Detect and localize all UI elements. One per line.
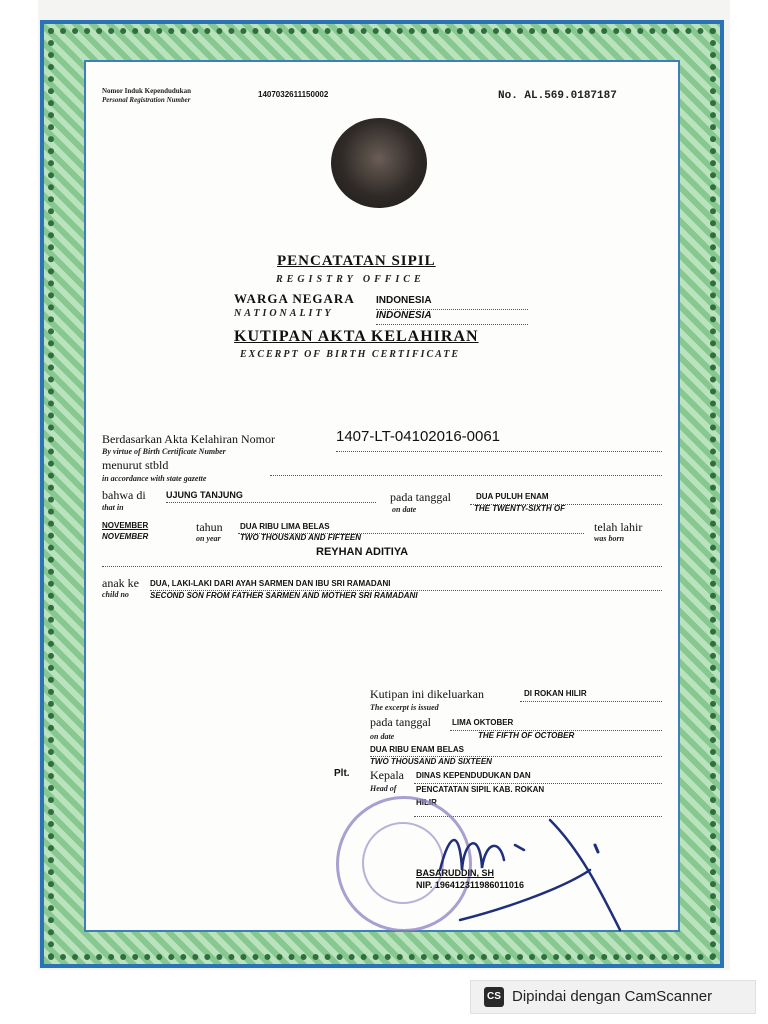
nationality-label: NATIONALITY (234, 308, 334, 319)
plt-label: Plt. (334, 768, 350, 779)
dotted-line (336, 451, 662, 452)
nik-label-id: Nomor Induk Kependudukan (102, 87, 191, 95)
dotted-line (450, 730, 662, 731)
official-nip: NIP. 196412311986011016 (416, 880, 524, 890)
born-label: telah lahir (594, 520, 643, 534)
dotted-line (270, 475, 662, 476)
birth-year-value: DUA RIBU LIMA BELAS (240, 522, 330, 531)
nik-value: 1407032611150002 (258, 90, 329, 99)
dotted-line (150, 590, 662, 591)
date-label-en: on date (392, 505, 417, 514)
issued-label: Kutipan ini dikeluarkan (370, 687, 484, 701)
citizenship-label: WARGA NEGARA (234, 291, 355, 306)
child-order-label-en: child no (102, 590, 129, 599)
dotted-line (520, 701, 662, 702)
birth-year-value-en: TWO THOUSAND AND FIFTEEN (240, 533, 362, 542)
issue-date-value-en: THE FIFTH OF OCTOBER (478, 731, 575, 740)
dotted-line (166, 502, 376, 503)
child-order-value: DUA, LAKI-LAKI DARI AYAH SARMEN DAN IBU SRI RAMADANI (150, 579, 391, 588)
child-order-label: anak ke (102, 576, 139, 590)
based-on-label: Berdasarkan Akta Kelahiran Nomor (102, 432, 275, 446)
dotted-line (238, 533, 584, 534)
child-order-value-en: SECOND SON FROM FATHER SARMEN AND MOTHER SRI RAMADANI (150, 591, 418, 600)
dotted-line (102, 566, 662, 567)
stbld-label-en: in accordance with state gazette (102, 474, 207, 483)
nationality-value: INDONESIA (376, 310, 432, 321)
garuda-emblem-icon (331, 118, 427, 208)
issue-year-value-en: TWO THOUSAND AND SIXTEEN (370, 757, 492, 766)
issue-date-label: pada tanggal (370, 715, 431, 729)
registry-title: PENCATATAN SIPIL (277, 253, 436, 269)
document-title: KUTIPAN AKTA KELAHIRAN (234, 328, 479, 345)
year-label: tahun (196, 520, 223, 534)
born-label-en: was born (594, 534, 625, 543)
based-on-label-en: By virtue of Birth Certificate Number (102, 447, 226, 456)
head-office-value-end: HILIR (416, 798, 437, 807)
birth-date-value: DUA PULUH ENAM (476, 492, 549, 501)
head-office-value: DINAS KEPENDUDUKAN DAN (416, 771, 531, 780)
issued-label-en: The excerpt is issued (370, 703, 439, 712)
dotted-line (414, 783, 662, 784)
dotted-line (470, 504, 662, 505)
child-name: REYHAN ADITIYA (316, 546, 409, 558)
issue-date-label-en: on date (370, 732, 395, 741)
stbld-label: menurut stbld (102, 458, 169, 472)
citizenship-value: INDONESIA (376, 295, 432, 306)
issued-place: DI ROKAN HILIR (524, 689, 587, 698)
certificate-number: No. AL.569.0187187 (498, 90, 617, 102)
registry-title-en: REGISTRY OFFICE (276, 274, 425, 285)
birth-month-value-en: NOVEMBER (102, 532, 149, 541)
official-name: BASARUDDIN, SH (416, 868, 495, 878)
dotted-line (376, 309, 528, 310)
document-title-en: EXCERPT OF BIRTH CERTIFICATE (240, 349, 461, 360)
dotted-line (376, 324, 528, 325)
head-office-value-cont: PENCATATAN SIPIL KAB. ROKAN (416, 785, 545, 794)
handwritten-signature (420, 800, 640, 940)
issue-date-value: LIMA OKTOBER (452, 718, 514, 727)
dotted-line (370, 756, 662, 757)
year-label-en: on year (196, 534, 221, 543)
place-label: bahwa di (102, 488, 146, 502)
head-label: Kepala (370, 768, 404, 782)
date-label: pada tanggal (390, 490, 451, 504)
birth-month-value: NOVEMBER (102, 521, 149, 530)
camscanner-text: Dipindai dengan CamScanner (512, 988, 713, 1005)
camscanner-logo-icon: CS (484, 987, 504, 1007)
place-label-en: that in (102, 503, 124, 512)
nik-label-en: Personal Registration Number (102, 96, 191, 104)
birth-cert-number: 1407-LT-04102016-0061 (336, 428, 501, 445)
birth-place-value: UJUNG TANJUNG (166, 490, 243, 500)
head-label-en: Head of (370, 784, 397, 793)
issue-year-value: DUA RIBU ENAM BELAS (370, 745, 464, 754)
birth-date-value-en: THE TWENTY-SIXTH OF (474, 504, 565, 513)
